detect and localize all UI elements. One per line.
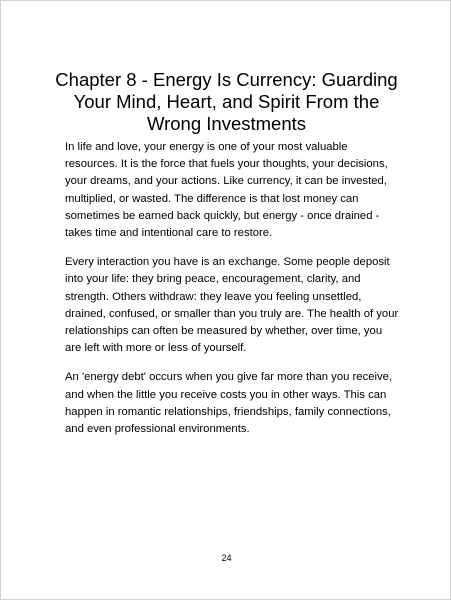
chapter-title-line-2: Your Mind, Heart, and Spirit From the xyxy=(73,91,380,112)
page-number: 24 xyxy=(221,553,232,563)
chapter-title-line-3: Wrong Investments xyxy=(146,113,307,134)
chapter-title-line-1: Chapter 8 - Energy Is Currency: Guarding xyxy=(55,69,398,90)
body-paragraph-2: Every interaction you have is an exchange. Some people deposit into your life: they bring peace, encouragement, clarity, and strength. Others withdraw: they leave you feeling unsettled, drained, confused, or smaller than you truly are. The health of your relationships can often be measured by whether, over time, you are left with more or less of yourself. xyxy=(65,256,399,355)
chapter-body xyxy=(65,139,399,450)
chapter-title xyxy=(41,69,412,135)
body-paragraph-1: In life and love, your energy is one of your most valuable resources. It is the force that fuels your thoughts, your decisions, your dreams, and your actions. Like currency, it can be invested, multiplied, or wasted. The difference is that lost money can sometimes be earned back quickly, but energy - once drained - takes time and intentional care to restore. xyxy=(65,141,388,240)
body-paragraph-3: An 'energy debt' occurs when you give far more than you receive, and when the little you receive costs you in other ways. This can happen in romantic relationships, friendships, family connections, and even professional environments. xyxy=(65,371,393,436)
